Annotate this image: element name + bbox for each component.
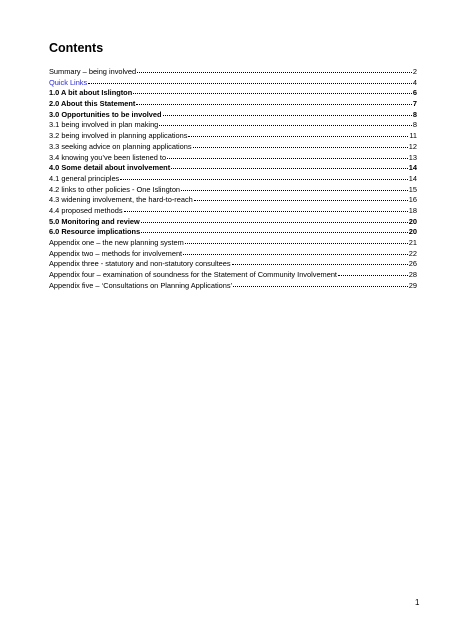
- toc-dot-leader: [163, 108, 412, 116]
- toc-entry-page: 11: [409, 131, 417, 141]
- toc-entry-page: 16: [408, 195, 417, 205]
- toc-entry-page: 26: [408, 259, 417, 269]
- toc-entry-page: 22: [408, 248, 417, 258]
- toc-entry-title: Appendix two – methods for involvement: [49, 248, 183, 258]
- toc-dot-leader: [137, 65, 412, 73]
- toc-entry-title: Appendix three - statutory and non-statutory consultees: [49, 259, 231, 269]
- toc-entry-title: 4.3 widening involvement, the hard-to-reach: [49, 195, 193, 205]
- toc-entry-title: 3.2 being involved in planning applications: [49, 131, 188, 141]
- toc-dot-leader: [233, 279, 408, 287]
- toc-entry-title: 6.0 Resource implications: [49, 227, 141, 237]
- toc-dot-leader: [232, 257, 408, 265]
- toc-entry-title: 3.4 knowing you’ve been listened to: [49, 152, 167, 162]
- toc-entry-page: 12: [408, 141, 417, 151]
- toc-entry-title: 4.2 links to other policies - One Islington: [49, 184, 181, 194]
- toc-entry-title: 5.0 Monitoring and review: [49, 216, 140, 226]
- toc-entry-title: 2.0 About this Statement: [49, 99, 136, 109]
- toc-dot-leader: [171, 161, 408, 169]
- toc-entry-title: 3.0 Opportunities to be involved: [49, 109, 162, 119]
- toc-entry-page: 18: [408, 205, 417, 215]
- contents-heading: Contents: [49, 41, 104, 55]
- toc-entry-page: 8: [412, 120, 417, 130]
- toc-entry-title: 4.4 proposed methods: [49, 205, 123, 215]
- toc-dot-leader: [183, 247, 408, 255]
- toc-dot-leader: [88, 76, 412, 84]
- toc-entry[interactable]: [49, 280, 417, 291]
- toc-entry-title: Quick Links: [49, 77, 88, 87]
- toc-entry-page: 20: [408, 227, 417, 237]
- toc-entry-page: 7: [412, 99, 417, 109]
- toc-dot-leader: [185, 236, 408, 244]
- toc-entry-page: 21: [408, 238, 417, 247]
- toc-entry-title: Appendix four – examination of soundness for the Statement of Community Involvement: [49, 270, 337, 280]
- toc-entry-page: 28: [408, 270, 417, 280]
- toc-dot-leader: [159, 118, 412, 126]
- toc-entry-title: Appendix one – the new planning system: [49, 238, 184, 247]
- toc-entry-page: 20: [408, 216, 417, 226]
- toc-dot-leader: [141, 225, 408, 233]
- toc-entry-page: 6: [412, 88, 417, 98]
- toc-entry-title: 3.3 seeking advice on planning applications: [49, 141, 192, 151]
- toc-entry-page: 29: [408, 280, 417, 290]
- toc-entry-title: 1.0 A bit about Islington: [49, 88, 133, 98]
- toc-dot-leader: [167, 151, 408, 159]
- toc-dot-leader: [133, 86, 412, 94]
- table-of-contents: [49, 66, 417, 290]
- toc-entry-title: 4.1 general principles: [49, 173, 120, 183]
- toc-entry-page: 14: [408, 163, 417, 173]
- toc-entry-page: 13: [408, 152, 417, 162]
- toc-entry-title: 3.1 being involved in plan making: [49, 120, 159, 130]
- toc-dot-leader: [181, 183, 408, 191]
- toc-dot-leader: [193, 140, 408, 148]
- toc-entry-page: 4: [412, 77, 417, 87]
- toc-entry-page: 14: [408, 173, 417, 183]
- toc-entry-title: Appendix five – ‘Consultations on Planning Applications’: [49, 280, 233, 290]
- toc-entry-title: 4.0 Some detail about involvement: [49, 163, 171, 173]
- toc-dot-leader: [188, 129, 408, 137]
- page-number: 1: [415, 598, 420, 607]
- toc-dot-leader: [141, 215, 408, 223]
- toc-dot-leader: [338, 268, 408, 276]
- toc-entry-title: Summary – being involved: [49, 67, 137, 76]
- toc-entry-page: 2: [412, 67, 417, 76]
- toc-entry-page: 8: [412, 109, 417, 119]
- toc-dot-leader: [120, 172, 408, 180]
- toc-dot-leader: [124, 204, 408, 212]
- toc-entry-page: 15: [408, 184, 417, 194]
- toc-dot-leader: [136, 97, 412, 105]
- toc-dot-leader: [194, 193, 408, 201]
